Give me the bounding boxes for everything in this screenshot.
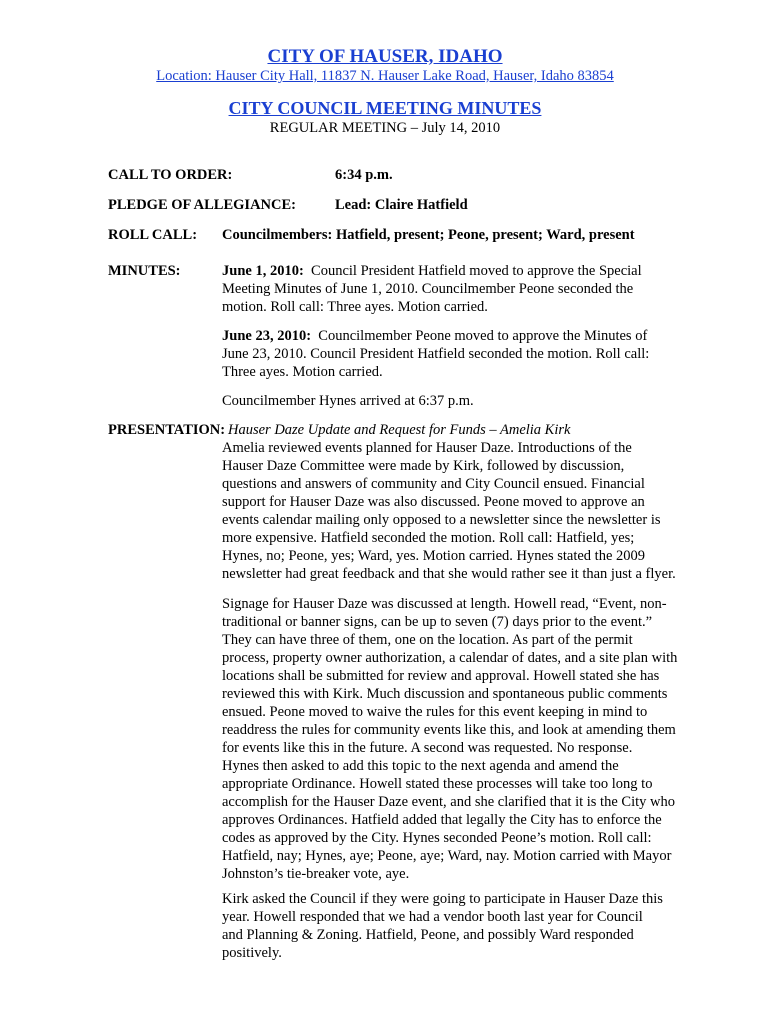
call-to-order-value: 6:34 p.m.	[335, 167, 393, 183]
text-line: support for Hauser Daze was also discussed. Peone moved to approve an	[222, 494, 645, 510]
location-line: Location: Hauser City Hall, 11837 N. Hauser Lake Road, Hauser, Idaho 83854	[156, 68, 614, 84]
text-line: year. Howell responded that we had a vendor booth last year for Council	[222, 909, 643, 925]
presentation-paragraph-1	[222, 439, 702, 583]
pledge-value: Lead: Claire Hatfield	[335, 197, 468, 213]
text-line: reviewed this with Kirk. Much discussion and spontaneous public comments	[222, 686, 668, 702]
text-line: events calendar mailing only opposed to a newsletter since the newsletter is	[222, 512, 661, 528]
presentation-paragraph-3	[222, 890, 702, 962]
text-line: codes as approved by the City. Hynes seconded Peone’s motion. Roll call:	[222, 830, 652, 846]
text-line: Kirk asked the Council if they were going to participate in Hauser Daze this	[222, 891, 663, 907]
presentation-topic: Hauser Daze Update and Request for Funds – Amelia Kirk	[228, 422, 571, 438]
text-line: positively.	[222, 945, 282, 961]
text-line: appropriate Ordinance. Howell stated these processes will take too long to	[222, 776, 653, 792]
minutes-paragraph-june23	[222, 327, 702, 381]
text-line: more expensive. Hatfield seconded the motion. Roll call: Hatfield, yes;	[222, 530, 635, 546]
text-line: Amelia reviewed events planned for Hauser Daze. Introductions of the	[222, 440, 632, 456]
text-line: process, property owner authorization, a calendar of dates, and a site plan with	[222, 650, 678, 666]
text-line: newsletter had great feedback and that she would rather see it than just a flyer.	[222, 566, 676, 582]
roll-call-value: Councilmembers: Hatfield, present; Peone, present; Ward, present	[222, 227, 635, 243]
text-line: Johnston’s tie-breaker vote, aye.	[222, 866, 410, 882]
meeting-subtitle: REGULAR MEETING – July 14, 2010	[269, 120, 501, 136]
text-line: They can have three of them, one on the location. As part of the permit	[222, 632, 633, 648]
text-line: Councilmember Hynes arrived at 6:37 p.m.	[222, 393, 474, 409]
text-line: Hatfield, nay; Hynes, aye; Peone, aye; Ward, nay. Motion carried with Mayor	[222, 848, 672, 864]
text-line: traditional or banner signs, can be up to seven (7) days prior to the event.”	[222, 614, 653, 630]
minutes-paragraph-june1	[222, 262, 702, 316]
minutes-june23-lead: June 23, 2010:	[222, 328, 312, 344]
minutes-arrival-note	[222, 392, 702, 410]
text-line: approves Ordinances. Hatfield added that legally the City has to enforce the	[222, 812, 662, 828]
presentation-paragraph-2	[222, 595, 702, 883]
call-to-order-label: CALL TO ORDER:	[108, 167, 233, 183]
text-line: Meeting Minutes of June 1, 2010. Councilmember Peone seconded the	[222, 281, 634, 297]
text-line: June 23, 2010. Council President Hatfield seconded the motion. Roll call:	[222, 346, 650, 362]
text-line: Council President Hatfield moved to approve the Special	[311, 263, 642, 279]
presentation-label: PRESENTATION:	[108, 422, 226, 438]
text-line: Signage for Hauser Daze was discussed at length. Howell read, “Event, non-	[222, 596, 667, 612]
text-line: Hauser Daze Committee were made by Kirk, followed by discussion,	[222, 458, 625, 474]
text-line: questions and answers of community and City Council ensued. Financial	[222, 476, 645, 492]
text-line: for events like this in the future. A second was requested. No response.	[222, 740, 633, 756]
page-title: CITY COUNCIL MEETING MINUTES	[228, 98, 542, 118]
text-line: motion. Roll call: Three ayes. Motion carried.	[222, 299, 488, 315]
roll-call-label: ROLL CALL:	[108, 227, 198, 243]
text-line: accomplish for the Hauser Daze event, and she clarified that it is the City who	[222, 794, 675, 810]
pledge-label: PLEDGE OF ALLEGIANCE:	[108, 197, 296, 213]
text-line: Hynes, no; Peone, yes; Ward, yes. Motion carried. Hynes stated the 2009	[222, 548, 646, 564]
text-line: ensued. Peone moved to waive the rules for this event keeping in mind to	[222, 704, 648, 720]
text-line: Hynes then asked to add this topic to the next agenda and amend the	[222, 758, 619, 774]
city-heading: CITY OF HAUSER, IDAHO	[267, 46, 503, 67]
text-line: Three ayes. Motion carried.	[222, 364, 383, 380]
text-line: Councilmember Peone moved to approve the Minutes of	[318, 328, 648, 344]
text-line: readdress the rules for community events like this, and look at amending them	[222, 722, 676, 738]
text-line: and Planning & Zoning. Hatfield, Peone, and possibly Ward responded	[222, 927, 634, 943]
minutes-label: MINUTES:	[108, 263, 181, 279]
text-line: locations shall be submitted for review and approval. Howell stated she has	[222, 668, 660, 684]
minutes-june1-lead: June 1, 2010:	[222, 263, 304, 279]
